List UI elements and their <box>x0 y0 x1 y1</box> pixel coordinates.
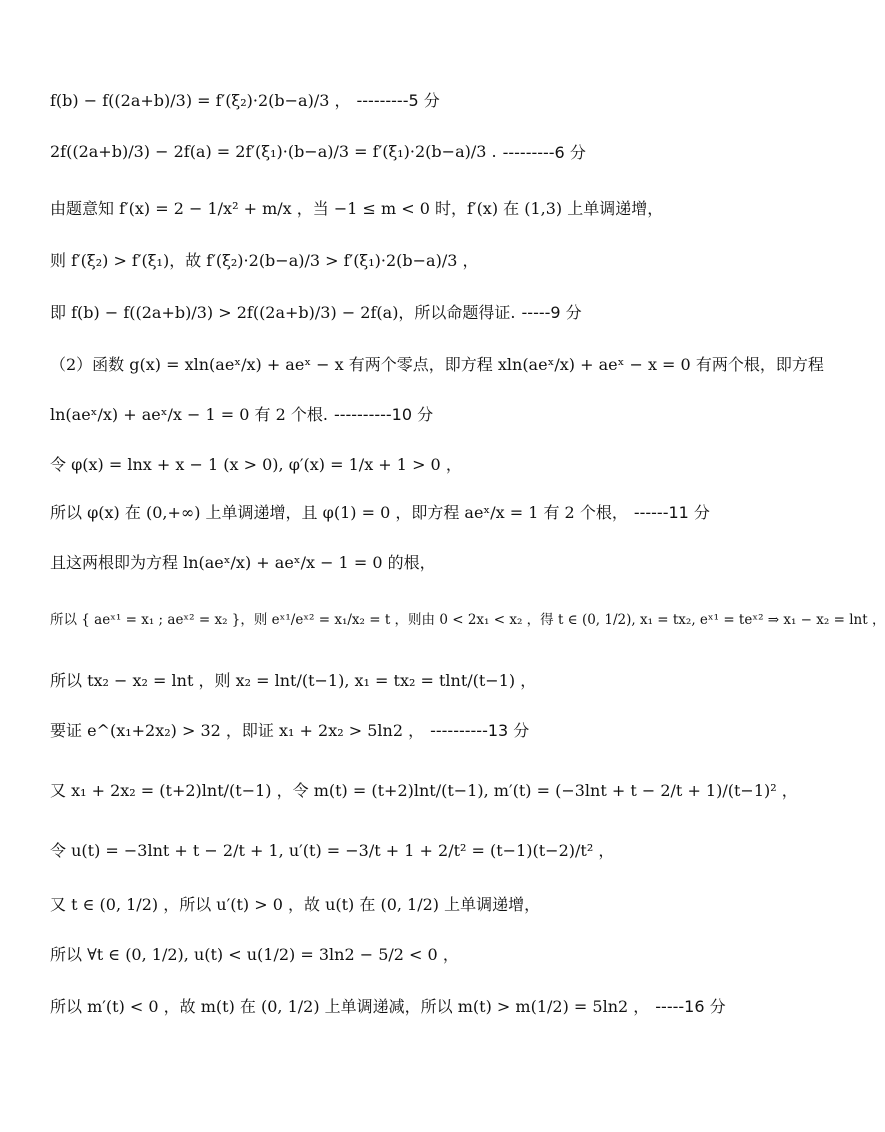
line-17-text: 所以 ∀t ∈ (0, 1/2), u(t) < u(1/2) = 3ln2 − 5/2 < 0 ， <box>50 945 459 964</box>
line-12-text: 所以 tx₂ − x₂ = lnt ，则 x₂ = lnt/(t−1), x₁ = tx₂ = tlnt/(t−1) ， <box>50 671 537 690</box>
score-mark-9: -----9 分 <box>521 303 582 322</box>
line-10-text: 且这两根即为方程 ln(aeˣ/x) + aeˣ/x − 1 = 0 的根， <box>50 553 436 572</box>
line-9-text: 所以 φ(x) 在 (0,+∞) 上单调递增，且 φ(1) = 0 ，即方程 aeˣ/x = 1 有 2 个根， <box>50 503 628 522</box>
score-mark-6: ---------6 分 <box>502 143 586 162</box>
proof-line-13 <box>50 718 770 741</box>
line-15-text: 令 u(t) = −3lnt + t − 2/t + 1, u′(t) = −3/t + 1 + 2/t² = (t−1)(t−2)/t² ， <box>50 841 615 860</box>
proof-line-6 <box>50 352 824 375</box>
proof-line-2 <box>50 140 770 163</box>
line-18-text: 所以 m′(t) < 0 ，故 m(t) 在 (0, 1/2) 上单调递减，所以 m(t) > m(1/2) = 5ln2 ， <box>50 997 650 1016</box>
line-5-text: 即 f(b) − f((2a+b)/3) > 2f((2a+b)/3) − 2f(a)，所以命题得证. <box>50 303 516 322</box>
line-1-text: f(b) − f((2a+b)/3) = f′(ξ₂)·2(b−a)/3 ， <box>50 91 351 110</box>
proof-line-3 <box>50 196 770 219</box>
proof-line-11 <box>50 608 885 628</box>
proof-line-4 <box>50 248 770 271</box>
line-3-text: 由题意知 f′(x) = 2 − 1/x² + m/x ，当 −1 ≤ m < 0 时，f′(x) 在 (1,3) 上单调递增， <box>50 199 664 218</box>
line-8-text: 令 φ(x) = lnx + x − 1 (x > 0), φ′(x) = 1/x + 1 > 0 ， <box>50 455 462 474</box>
line-14-text: 又 x₁ + 2x₂ = (t+2)lnt/(t−1) ，令 m(t) = (t+2)lnt/(t−1), m′(t) = (−3lnt + t − 2/t + 1)/(t−1)² ， <box>50 781 798 800</box>
score-mark-5: ---------5 分 <box>356 91 440 110</box>
proof-line-1 <box>50 88 770 111</box>
proof-line-7 <box>50 402 770 425</box>
proof-line-5 <box>50 300 770 323</box>
proof-line-17 <box>50 942 770 965</box>
line-11-text: 所以 { aeˣ¹ = x₁ ; aeˣ² = x₂ }，则 eˣ¹/eˣ² = x₁/x₂ = t ，则由 0 < 2x₁ < x₂ ，得 t ∈ (0, 1/2), x₁ = tx₂, eˣ¹ = teˣ² ⇒ x₁ − x₂ = lnt ， <box>50 612 885 628</box>
line-7-text: ln(aeˣ/x) + aeˣ/x − 1 = 0 有 2 个根. <box>50 405 328 424</box>
line-13-text: 要证 e^(x₁+2x₂) > 32 ，即证 x₁ + 2x₂ > 5ln2 ， <box>50 721 425 740</box>
proof-line-8 <box>50 452 770 475</box>
proof-line-9 <box>50 500 770 523</box>
proof-line-15 <box>50 838 770 861</box>
score-mark-16: -----16 分 <box>655 997 726 1016</box>
line-4-text: 则 f′(ξ₂) > f′(ξ₁)，故 f′(ξ₂)·2(b−a)/3 > f′(ξ₁)·2(b−a)/3 ， <box>50 251 479 270</box>
proof-line-10 <box>50 550 770 573</box>
proof-line-14 <box>50 778 798 801</box>
score-mark-11: ------11 分 <box>633 503 710 522</box>
line-16-text: 又 t ∈ (0, 1/2) ，所以 u′(t) > 0 ，故 u(t) 在 (0, 1/2) 上单调递增， <box>50 895 541 914</box>
line-2-text: 2f((2a+b)/3) − 2f(a) = 2f′(ξ₁)·(b−a)/3 = f′(ξ₁)·2(b−a)/3 . <box>50 142 497 161</box>
proof-line-18 <box>50 994 770 1017</box>
proof-line-16 <box>50 892 770 915</box>
score-mark-13: ----------13 分 <box>430 721 530 740</box>
line-6-text: （2）函数 g(x) = xln(aeˣ/x) + aeˣ − x 有两个零点，即方程 xln(aeˣ/x) + aeˣ − x = 0 有两个根，即方程 <box>50 355 824 374</box>
proof-line-12 <box>50 668 770 691</box>
score-mark-10: ----------10 分 <box>333 405 434 424</box>
